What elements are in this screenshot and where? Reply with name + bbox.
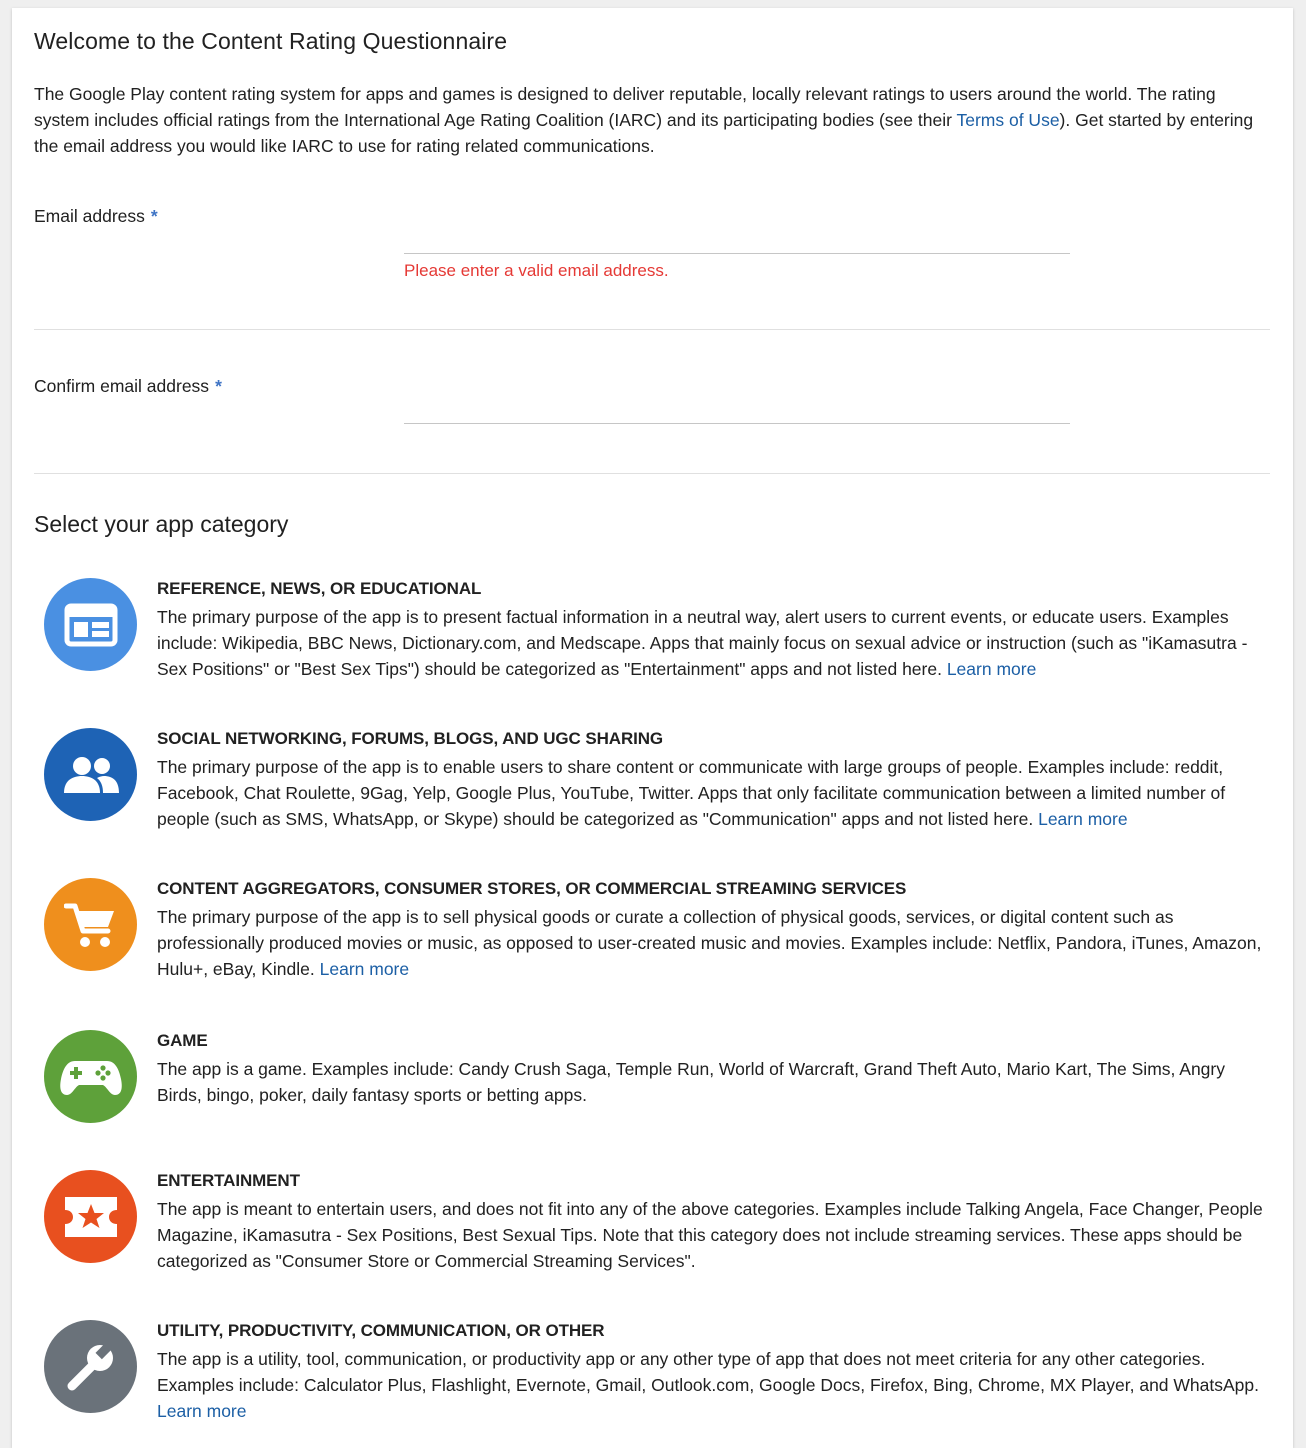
category-description [157, 754, 1269, 832]
category-description [157, 1196, 1269, 1274]
intro-text-before: The Google Play content rating system for apps and games is designed to deliver reputable, locally relevant ratings to users around the world. The rating system includes official ratings from the International Age Rating Coalition (IARC) and its participating bodies (see their [34, 84, 1216, 130]
required-marker: * [215, 376, 222, 396]
questionnaire-card [12, 8, 1293, 1448]
category-title: SOCIAL NETWORKING, FORUMS, BLOGS, AND UGC SHARING [157, 729, 664, 748]
category-title: GAME [157, 1031, 208, 1050]
learn-more-link[interactable]: Learn more [946, 659, 1037, 679]
category-description-text: The app is a utility, tool, communication, or productivity app or any other type of app that does not meet criteria for any other categories. Examples include: Calculator Plus, Flashlight, Evernote, Gmail, Outlook.com, Google Docs, Firefox, Bing, Chrome, MX Player, and WhatsApp. [157, 1349, 1259, 1395]
email-error-message: Please enter a valid email address. [404, 261, 669, 280]
category-title: CONTENT AGGREGATORS, CONSUMER STORES, OR COMMERCIAL STREAMING SERVICES [157, 879, 907, 898]
learn-more-link[interactable]: Learn more [1038, 809, 1128, 829]
confirm-email-label-text: Confirm email address [34, 376, 210, 396]
email-label [34, 206, 158, 227]
confirm-email-label [34, 376, 222, 397]
category-text [157, 878, 1269, 982]
category-title: REFERENCE, NEWS, OR EDUCATIONAL [157, 579, 482, 598]
category-text [157, 578, 1269, 682]
divider [34, 329, 1270, 330]
shopping-cart-icon [44, 878, 137, 971]
email-label-text: Email address [34, 206, 145, 226]
terms-of-use-link[interactable]: Terms of Use [956, 110, 1060, 130]
newspaper-icon [44, 578, 137, 671]
category-text [157, 1320, 1269, 1424]
confirm-email-input[interactable] [404, 393, 1070, 424]
category-text [157, 728, 1269, 832]
category-description-text: The primary purpose of the app is to present factual information in a neutral way, alert users to current events, or educate users. Examples include: Wikipedia, BBC News, Dictionary.com, and Medscape. Apps that mainly focus on sexual advice or instruction (such as "iKamasutra - Sex Positions" or "Best Sex Tips") should be categorized as "Entertainment" apps and not listed here. [157, 607, 1248, 679]
intro-paragraph [34, 81, 1264, 159]
category-description-text: The app is meant to entertain users, and does not fit into any of the above categories. Examples include Talking Angela, Face Changer, People Magazine, iKamasutra - Sex Positions, Best Sexual Tips. Note that this category does not include streaming services. These apps should be categorized as "Consumer Store or Commercial Streaming Services". [157, 1199, 1263, 1271]
category-description [157, 604, 1269, 682]
category-text [157, 1170, 1269, 1274]
divider [34, 473, 1270, 474]
email-input[interactable] [404, 223, 1070, 254]
category-description [157, 904, 1269, 982]
gamepad-icon [44, 1030, 137, 1123]
category-title: UTILITY, PRODUCTIVITY, COMMUNICATION, OR OTHER [157, 1321, 605, 1340]
category-section-title: Select your app category [34, 511, 289, 537]
people-icon [44, 728, 137, 821]
required-marker: * [150, 206, 158, 226]
category-description [157, 1056, 1269, 1108]
wrench-icon [44, 1320, 137, 1413]
intro-text-after: ). Get started by entering the email address you would like IARC to use for rating related communications. [34, 110, 1254, 156]
category-description-text: The app is a game. Examples include: Candy Crush Saga, Temple Run, World of Warcraft, Grand Theft Auto, Mario Kart, The Sims, Angry Birds, bingo, poker, daily fantasy sports or betting apps. [157, 1059, 1225, 1105]
learn-more-link[interactable]: Learn more [157, 1401, 247, 1421]
page-title: Welcome to the Content Rating Questionnaire [34, 28, 508, 54]
category-description-text: The primary purpose of the app is to sell physical goods or curate a collection of physical goods, services, or digital content such as professionally produced movies or music, as opposed to user-created music and movies. Examples include: Netflix, Pandora, iTunes, Amazon, Hulu+, eBay, Kindle. [157, 907, 1262, 979]
category-title: ENTERTAINMENT [157, 1171, 300, 1190]
category-description [157, 1346, 1269, 1424]
category-description-text: The primary purpose of the app is to enable users to share content or communicate with large groups of people. Examples include: reddit, Facebook, Chat Roulette, 9Gag, Yelp, Google Plus, YouTube, Twitter. Apps that only facilitate communication between a limited number of people (such as SMS, WhatsApp, or Skype) should be categorized as "Communication" apps and not listed here. [157, 757, 1226, 829]
ticket-star-icon [44, 1170, 137, 1263]
category-text [157, 1030, 1269, 1108]
learn-more-link[interactable]: Learn more [319, 959, 410, 979]
